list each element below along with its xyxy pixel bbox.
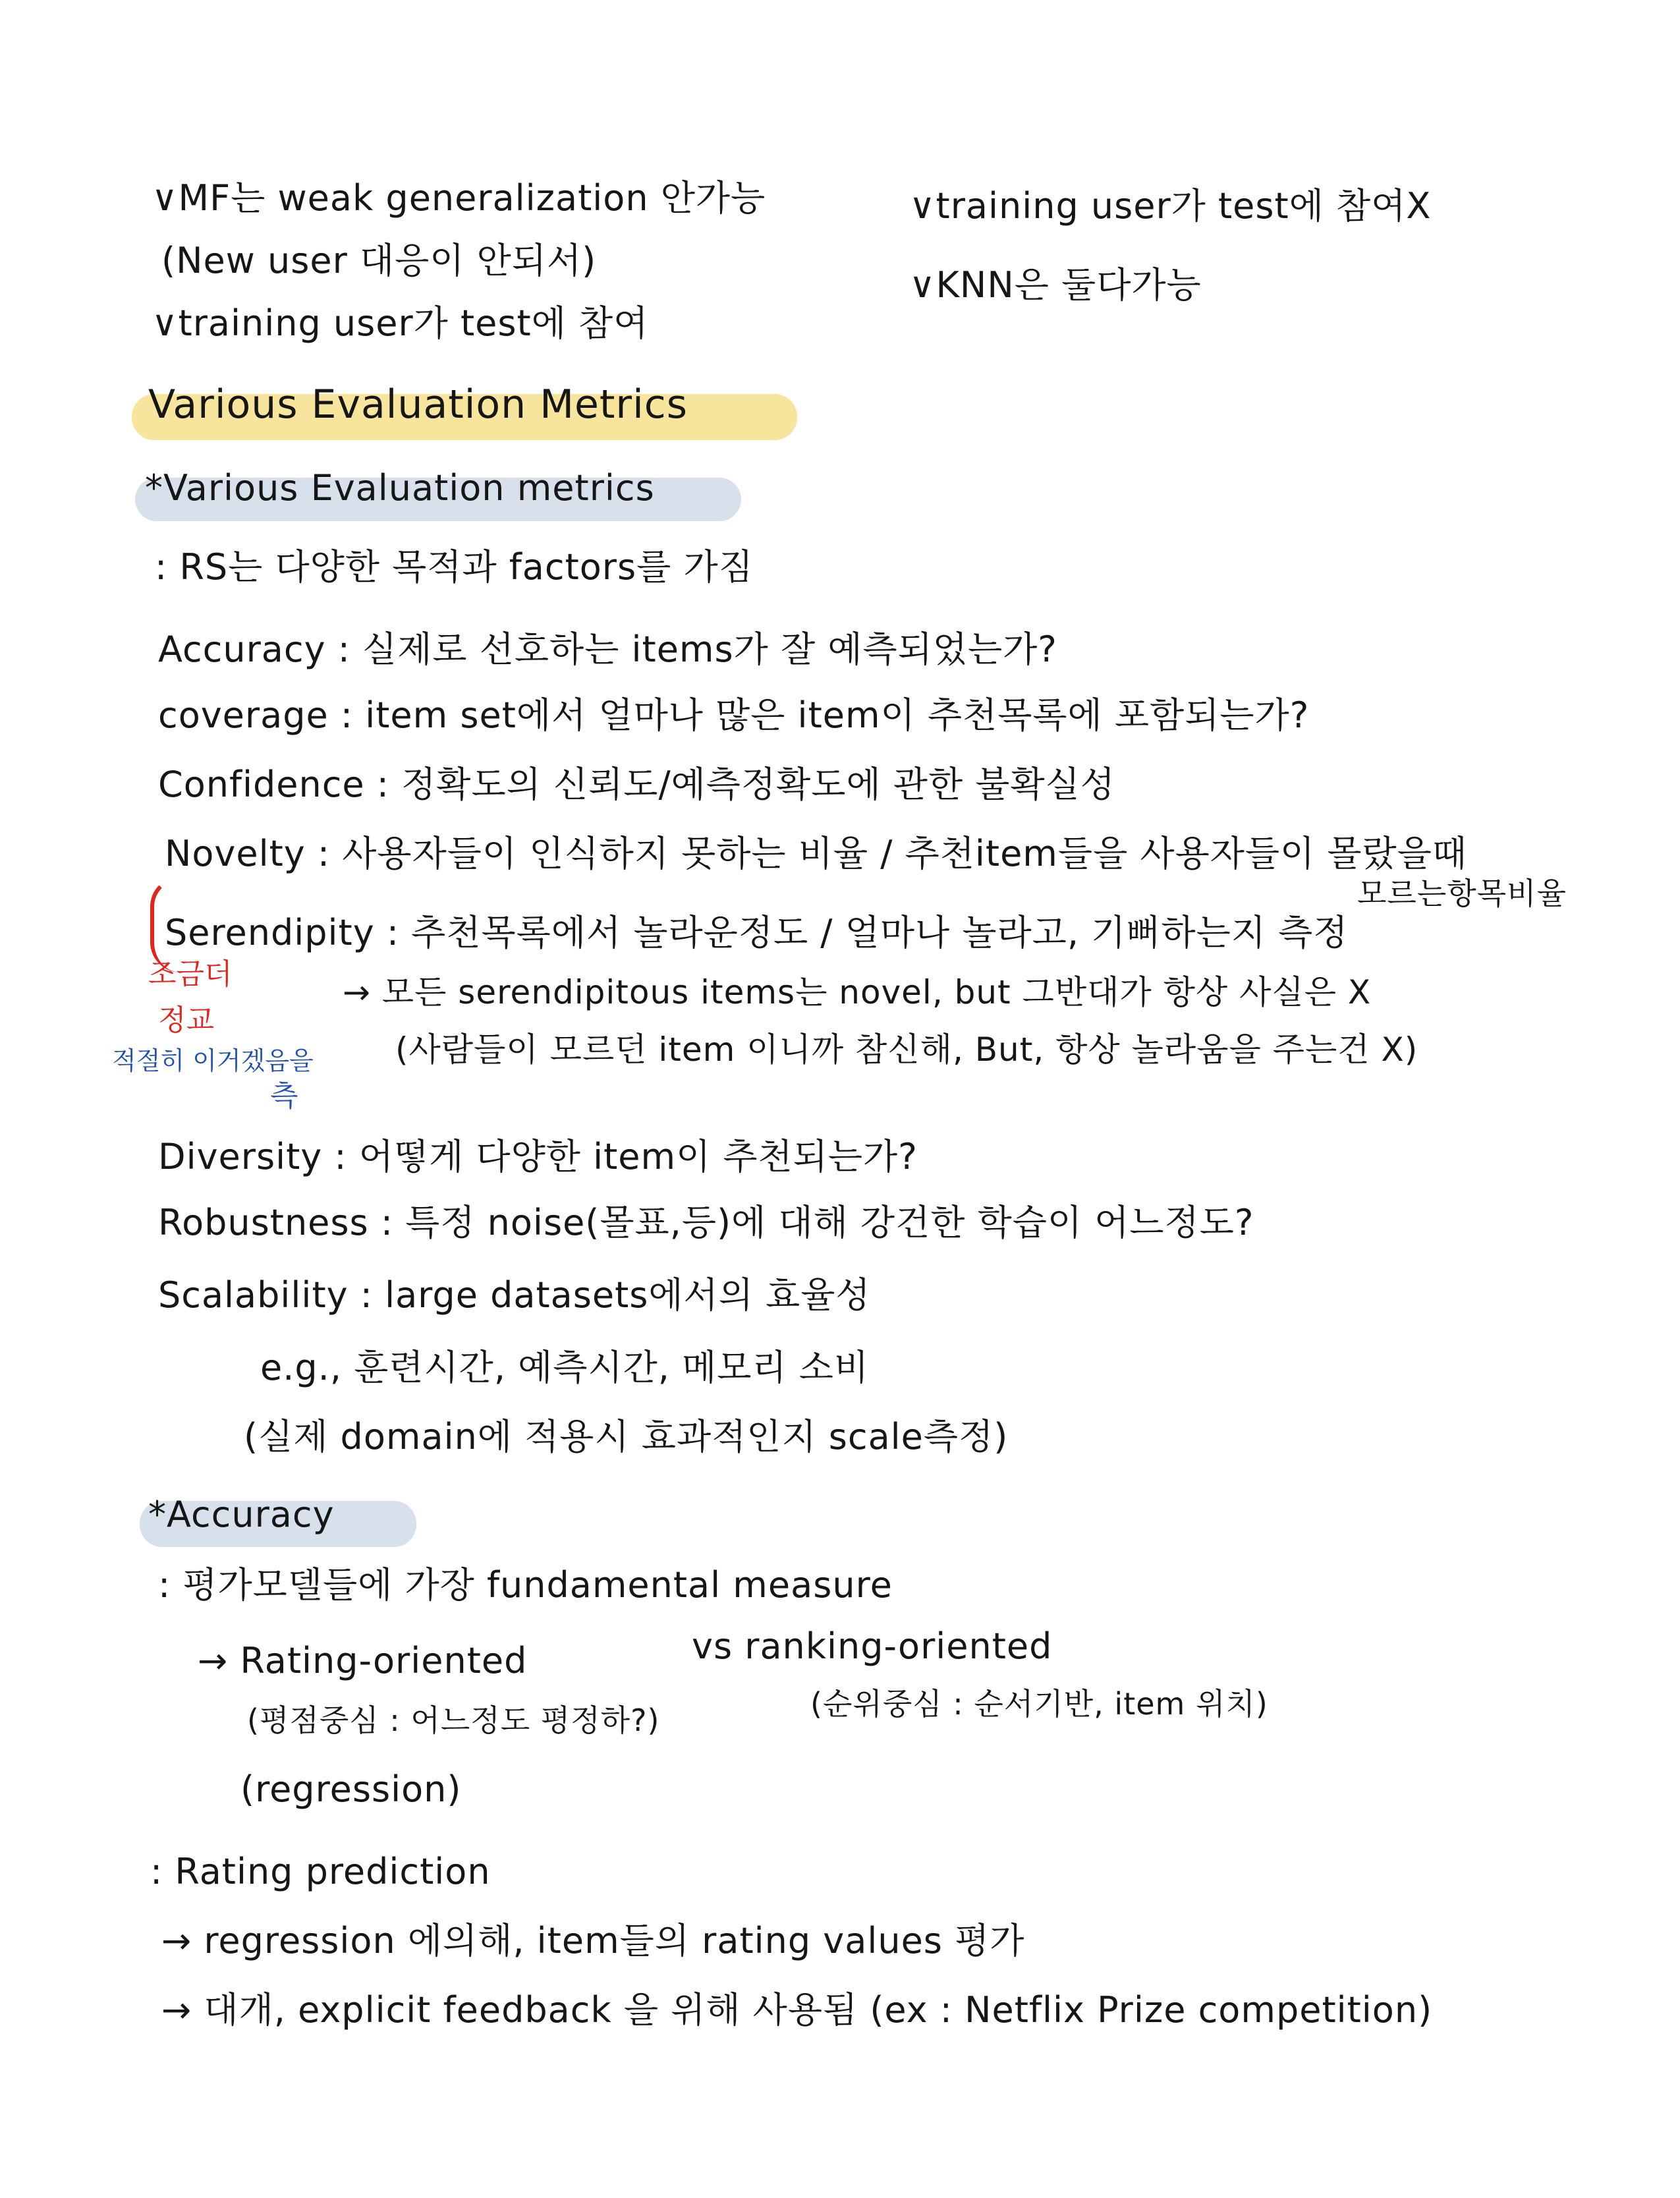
serendipity-note: → 모든 serendipitous items는 novel, but 그반대가 항상 사실은 X [343, 973, 1372, 1011]
rating-oriented: → Rating-oriented [198, 1640, 528, 1681]
scalability-example: e.g., 훈련시간, 예측시간, 메모리 소비 [260, 1347, 870, 1388]
side-note-red: 조금더 [148, 957, 233, 991]
rating-title: : Rating prediction [150, 1851, 491, 1892]
regression-note: (regression) [240, 1768, 462, 1810]
accuracy-title: *Accuracy [148, 1494, 335, 1535]
scalability-note: (실제 domain에 적용시 효과적인지 scale측정) [244, 1416, 1009, 1457]
serendipity-note: (사람들이 모르던 item 이니까 참신해, But, 항상 놀라움을 주는건 X) [395, 1030, 1418, 1069]
note-line: (New user 대응이 안되서) [161, 240, 597, 281]
section-title: Various Evaluation Metrics [148, 381, 688, 428]
subsection-title: *Various Evaluation metrics [145, 467, 655, 509]
note-line: ∨training user가 test에 참여X [909, 185, 1432, 227]
metric-accuracy: Accuracy : 실제로 선호하는 items가 잘 예측되었는가? [158, 629, 1057, 670]
note-line: ∨KNN은 둘다가능 [909, 264, 1202, 306]
novelty-continuation: 모르는항목비율 [1357, 876, 1567, 911]
side-note-blue: 적절히 이거겠음을 [112, 1046, 314, 1075]
metric-coverage: coverage : item set에서 얼마나 많은 item이 추천목록에 포함되는가? [158, 694, 1310, 736]
metric-diversity: Diversity : 어떻게 다양한 item이 추천되는가? [158, 1136, 918, 1177]
metric-scalability: Scalability : large datasets에서의 효율성 [158, 1274, 871, 1316]
metric-novelty: Novelty : 사용자들이 인식하지 못하는 비율 / 추천item들을 사용자들이 몰랐을때 [165, 833, 1468, 874]
note-line: : RS는 다양한 목적과 factors를 가짐 [155, 546, 754, 588]
note-line: : 평가모델들에 가장 fundamental measure [158, 1564, 893, 1606]
ranking-note: (순위중심 : 순서기반, item 위치) [810, 1686, 1268, 1722]
note-line: ∨MF는 weak generalization 안가능 [152, 177, 766, 219]
metric-robustness: Robustness : 특정 noise(몰표,등)에 대해 강건한 학습이 어느정도? [158, 1202, 1254, 1243]
note-line: → regression 에의해, item들의 rating values 평가 [161, 1920, 1025, 1961]
note-line: → 대개, explicit feedback 을 위해 사용됨 (ex : Netflix Prize competition) [161, 1989, 1433, 2031]
side-note-blue: 측 [270, 1079, 298, 1113]
metric-serendipity: Serendipity : 추천목록에서 놀라운정도 / 얼마나 놀라고, 기뻐하는지 측정 [165, 912, 1349, 953]
note-line: ∨training user가 test에 참여 [152, 302, 649, 344]
ranking-oriented: vs ranking-oriented [692, 1625, 1053, 1667]
side-note-red: 정교 [158, 1003, 215, 1037]
metric-confidence: Confidence : 정확도의 신뢰도/예측정확도에 관한 불확실성 [158, 764, 1115, 805]
rating-note: (평점중심 : 어느정도 평정하?) [247, 1703, 660, 1738]
